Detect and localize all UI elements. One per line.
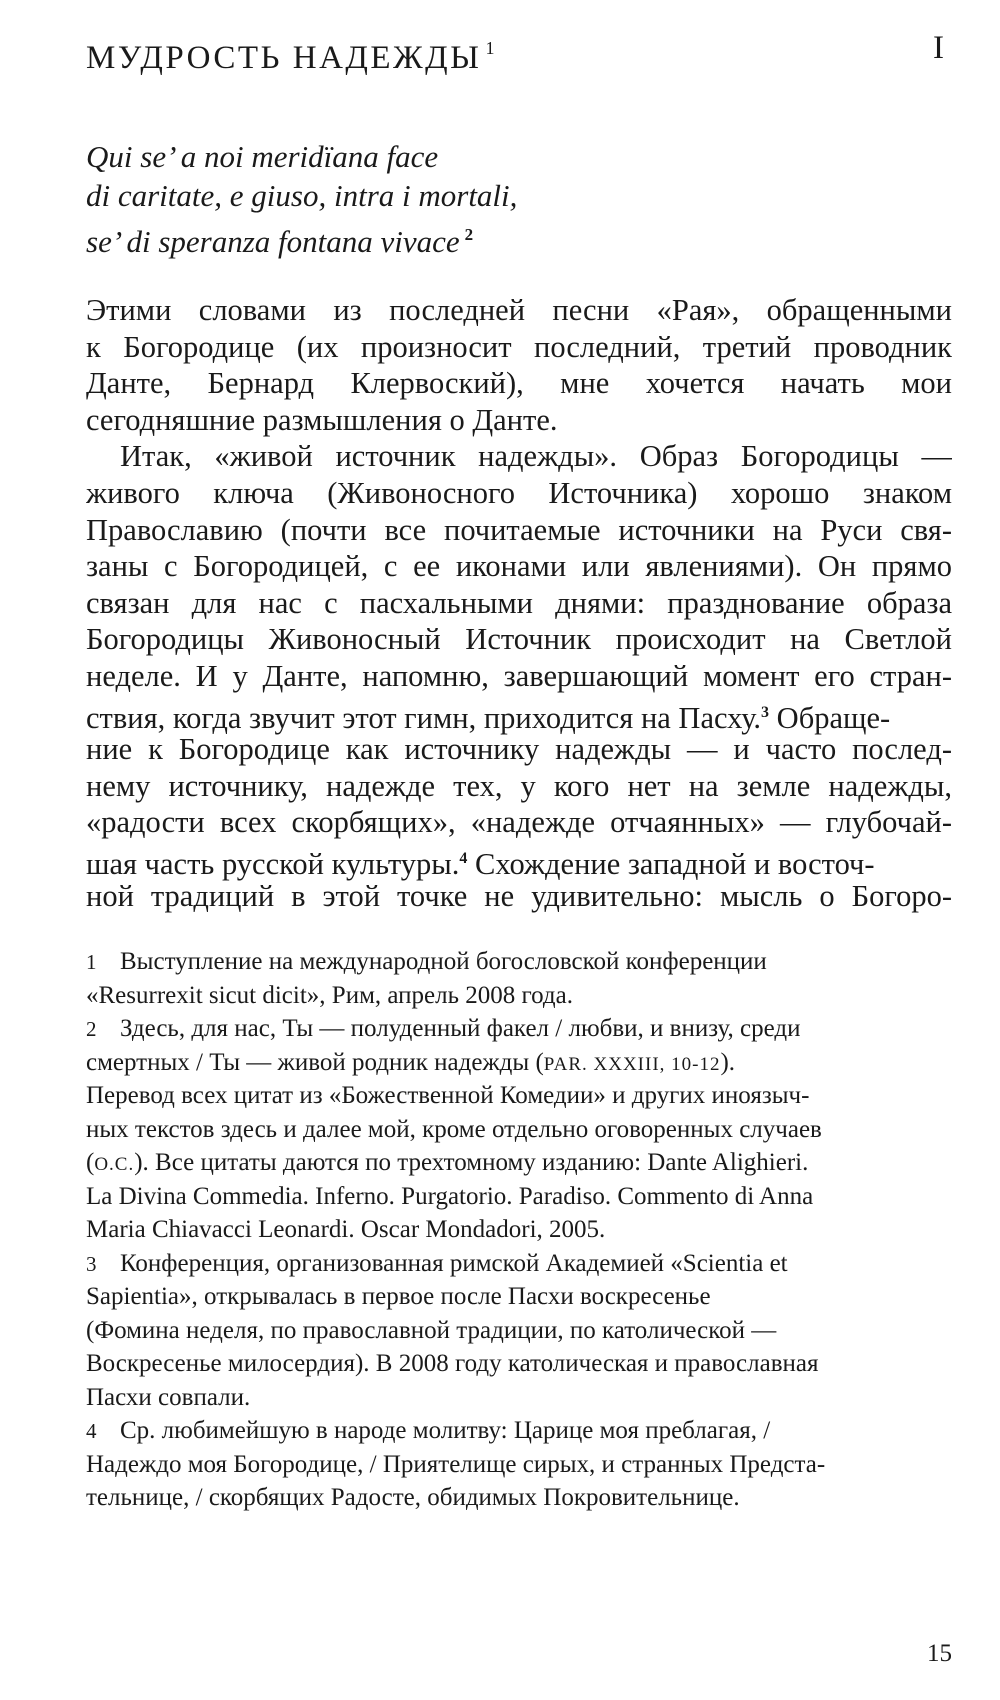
body-line-text: ствия, когда звучит этот гимн, приходится на Пасху. bbox=[86, 700, 762, 735]
epigraph-note-ref: 2 bbox=[464, 225, 474, 244]
chapter-title bbox=[86, 24, 494, 82]
body-line bbox=[86, 695, 952, 735]
body-line: заны с Богородицей, с ее иконами или явлениями). Он прямо bbox=[86, 549, 952, 584]
epigraph-line-text: se’ di speranza fontana vivace bbox=[86, 224, 460, 259]
chapter-number: I bbox=[933, 30, 944, 66]
footnote-line: Воскресенье милосердия). В 2008 году католическая и православная bbox=[86, 1350, 819, 1377]
footnote-text: ). Все цитаты даются по трехтомному изданию: Dante Alighieri. bbox=[134, 1149, 809, 1176]
body-line: Данте, Бернард Клервоский), мне хочется начать мои bbox=[86, 366, 952, 401]
chapter-title-text: МУДРОСТЬ НАДЕЖДЫ bbox=[86, 40, 482, 76]
body-line: Богородицы Живоносный Источник происходит на Светлой bbox=[86, 622, 952, 657]
footnote-ref-4: 4 bbox=[459, 849, 468, 867]
footnote-number: 4 bbox=[86, 1419, 97, 1443]
citation-ref: О.С. bbox=[94, 1154, 135, 1175]
running-head bbox=[86, 24, 944, 76]
body-line: сегодняшние размышления о Данте. bbox=[86, 402, 558, 437]
body-line-text: шая часть русской культуры. bbox=[86, 846, 460, 881]
footnote-text: Здесь, для нас, Ты — полуденный факел / любви, и внизу, среди bbox=[120, 1015, 801, 1042]
body-line: Православию (почти все почитаемые источники на Руси свя- bbox=[86, 512, 952, 547]
footnote-number: 1 bbox=[86, 950, 97, 974]
epigraph-line bbox=[86, 215, 686, 261]
citation-ref: PAR. XXXIII, 10-12 bbox=[543, 1053, 721, 1075]
footnote-1 bbox=[86, 945, 952, 979]
body-line: «радости всех скорбящих», «надежде отчаянных» — глубочай- bbox=[86, 805, 952, 840]
chapter-title-note-ref: 1 bbox=[485, 38, 495, 58]
footnote-line: «Resurrexit sicut dicit», Рим, апрель 2008 года. bbox=[86, 981, 573, 1009]
footnote-line bbox=[86, 1046, 952, 1080]
footnote-number: 3 bbox=[86, 1251, 97, 1276]
footnote-text: ( bbox=[86, 1149, 95, 1176]
footnote-text: смертных / Ты — живой родник надежды ( bbox=[86, 1048, 544, 1076]
body-line-text: Обраще- bbox=[769, 700, 891, 735]
footnote-text: Выступление на международной богословской конференции bbox=[120, 948, 767, 975]
body-line: Этими словами из последней песни «Рая», обращенными bbox=[86, 293, 952, 327]
footnote-line bbox=[86, 1146, 952, 1180]
footnote-text: Конференция, организованная римской Академией «Scientia et bbox=[120, 1249, 788, 1277]
footnote-line: Надеждо моя Богородице, / Приятелище сирых, и странных Предста- bbox=[86, 1450, 826, 1478]
body-text bbox=[86, 292, 952, 914]
footnote-line: (Фомина неделя, по православной традиции, по католической — bbox=[86, 1316, 777, 1344]
body-line: к Богородице (их произносит последний, третий проводник bbox=[86, 329, 952, 364]
body-line: ной традиций в этой точке не удивительно: мысль о Богоро- bbox=[86, 878, 952, 913]
body-line: связан для нас с пасхальными днями: празднование образа bbox=[86, 585, 952, 620]
body-line: Итак, «живой источник надежды». Образ Богородицы — bbox=[120, 439, 952, 474]
footnotes bbox=[86, 945, 952, 1515]
epigraph-line: di caritate, e giuso, intra i mortali, bbox=[86, 178, 518, 213]
footnote-2 bbox=[86, 1012, 952, 1046]
body-line: нему источнику, надежде тех, у кого нет на земле надежды, bbox=[86, 768, 952, 803]
footnote-text: Ср. любимейшую в народе молитву: Царице моя преблагая, / bbox=[120, 1417, 771, 1444]
footnote-text: ). bbox=[720, 1048, 736, 1076]
body-line: живого ключа (Живоносного Источника) хорошо знаком bbox=[86, 475, 952, 510]
epigraph-line: Qui se’ a noi meridïana face bbox=[86, 139, 439, 174]
footnote-line: Пасхи совпали. bbox=[86, 1383, 251, 1411]
footnote-line: Перевод всех цитат из «Божественной Комедии» и других иноязыч- bbox=[86, 1082, 810, 1109]
footnote-line: Sapientia», открывалась в первое после Пасхи воскресенье bbox=[86, 1283, 711, 1310]
footnote-number: 2 bbox=[86, 1017, 97, 1041]
body-line: неделе. И у Данте, напомню, завершающий момент его стран- bbox=[86, 658, 952, 693]
footnote-3 bbox=[86, 1247, 952, 1281]
footnote-line: Maria Chiavacci Leonardi. Oscar Mondadori, 2005. bbox=[86, 1216, 606, 1243]
footnote-line: тельнице, / скорбящих Радосте, обидимых Покровительнице. bbox=[86, 1484, 740, 1511]
footnote-line: ных текстов здесь и далее мой, кроме отдельно оговоренных случаев bbox=[86, 1115, 822, 1143]
epigraph bbox=[86, 137, 686, 261]
footnote-4 bbox=[86, 1414, 952, 1448]
body-line-text: Схождение западной и восточ- bbox=[467, 846, 875, 881]
footnote-line: La Divina Commedia. Inferno. Purgatorio. Paradiso. Commento di Anna bbox=[86, 1182, 814, 1210]
body-line bbox=[86, 841, 952, 881]
page-number: 15 bbox=[927, 1640, 952, 1667]
footnote-ref-3: 3 bbox=[761, 703, 770, 721]
body-line: ние к Богородице как источнику надежды — и часто послед- bbox=[86, 732, 952, 767]
